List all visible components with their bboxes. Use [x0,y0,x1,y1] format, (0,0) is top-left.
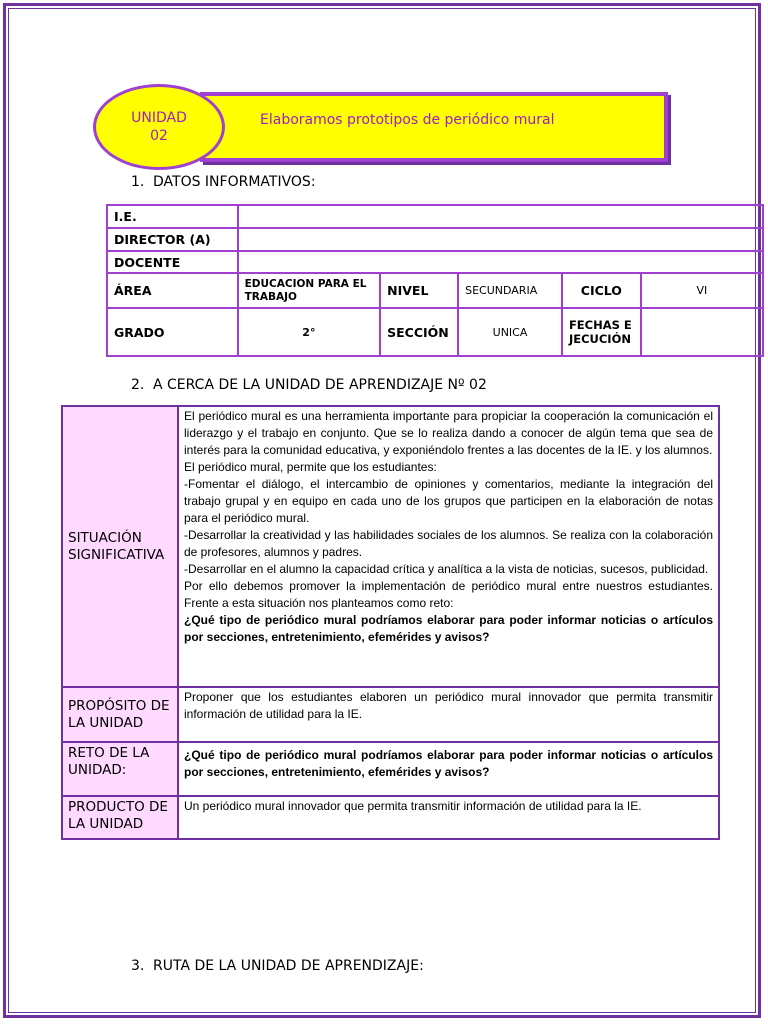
nivel-label: NIVEL [380,273,458,308]
section-2-title: A CERCA DE LA UNIDAD DE APRENDIZAJE Nº 02 [153,377,487,393]
ciclo-label: CICLO [562,273,641,308]
table-row [107,205,763,228]
director-value [238,228,763,251]
unit-number: 02 [150,128,168,144]
producto-label: PRODUCTO DE LA UNIDAD [62,796,178,839]
table-row [62,742,719,796]
section-3-number: 3. [131,958,145,974]
unit-title: Elaboramos prototipos de periódico mural [260,112,555,128]
situacion-question: ¿Qué tipo de periódico mural podríamos elaborar para poder informar noticias o artículos por secciones, entretenimiento, efemérides y avisos? [184,613,713,644]
table-row [107,251,763,273]
table-row [62,406,719,687]
situacion-paragraph: El periódico mural es una herramienta importante para propiciar la cooperación la comunicación el liderazgo y el trabajo en conjunto. Que se lo realiza dando a conocer de algún tema que sea de interés para la comunidad educativa, y exponiéndolo frentes a las docentes de la IE. y los alumnos. [184,409,713,457]
area-value: EDUCACION PARA EL TRABAJO [238,273,381,308]
unit-number-oval [93,84,225,170]
grado-label: GRADO [107,308,238,356]
situacion-paragraph: -Fomentar el diálogo, el intercambio de opiniones y comentarios, mediante la integración del trabajo grupal y en equipo en cada uno de los grupos que participen en la elaboración de notas para el periódico mural. [184,477,713,525]
unit-label: UNIDAD [131,110,187,126]
table-row [62,796,719,839]
situacion-label: SITUACIÓN SIGNIFICATIVA [62,406,178,687]
section-3-heading [131,958,424,974]
section-3-title: RUTA DE LA UNIDAD DE APRENDIZAJE: [153,958,424,974]
proposito-text: Proponer que los estudiantes elaboren un periódico mural innovador que permita transmitir información de utilidad para la IE. [178,687,719,742]
section-2-heading [131,377,487,393]
table-row [62,687,719,742]
ie-label: I.E. [107,205,238,228]
datos-informativos-table [106,204,764,357]
unit-title-banner [200,92,668,162]
table-row [107,228,763,251]
producto-text: Un periódico mural innovador que permita transmitir información de utilidad para la IE. [178,796,719,839]
situacion-paragraph: -Desarrollar la creatividad y las habilidades sociales de los alumnos. Se realiza con la colaboración de profesores, alumnos y padres. [184,528,713,559]
section-1-number: 1. [131,174,145,190]
section-1-heading [131,174,316,190]
seccion-label: SECCIÓN [380,308,458,356]
fechas-value [641,308,763,356]
section-1-title: DATOS INFORMATIVOS: [153,174,316,190]
situacion-paragraph: Por ello debemos promover la implementación de periódico mural entre nuestros estudiantes. Frente a esta situación nos planteamos como reto: [184,579,713,610]
situacion-paragraph: El periódico mural, permite que los estudiantes: [184,460,437,474]
proposito-label: PROPÓSITO DE LA UNIDAD [62,687,178,742]
section-2-number: 2. [131,377,145,393]
table-row [107,308,763,356]
director-label: DIRECTOR (A) [107,228,238,251]
ie-value [238,205,763,228]
unidad-table [61,405,720,840]
reto-text: ¿Qué tipo de periódico mural podríamos elaborar para poder informar noticias o artículos por secciones, entretenimiento, efemérides y avisos? [178,742,719,796]
ciclo-value: VI [641,273,763,308]
situacion-text [178,406,719,687]
nivel-value: SECUNDARIA [458,273,562,308]
area-label: ÁREA [107,273,238,308]
fechas-label: FECHAS EJECUCIÓN [562,308,641,356]
situacion-paragraph: -Desarrollar en el alumno la capacidad crítica y analítica a la vista de noticias, sucesos, publicidad. [184,562,709,576]
grado-value: 2° [238,308,381,356]
docente-value [238,251,763,273]
reto-label: RETO DE LA UNIDAD: [62,742,178,796]
seccion-value: UNICA [458,308,562,356]
docente-label: DOCENTE [107,251,238,273]
table-row [107,273,763,308]
